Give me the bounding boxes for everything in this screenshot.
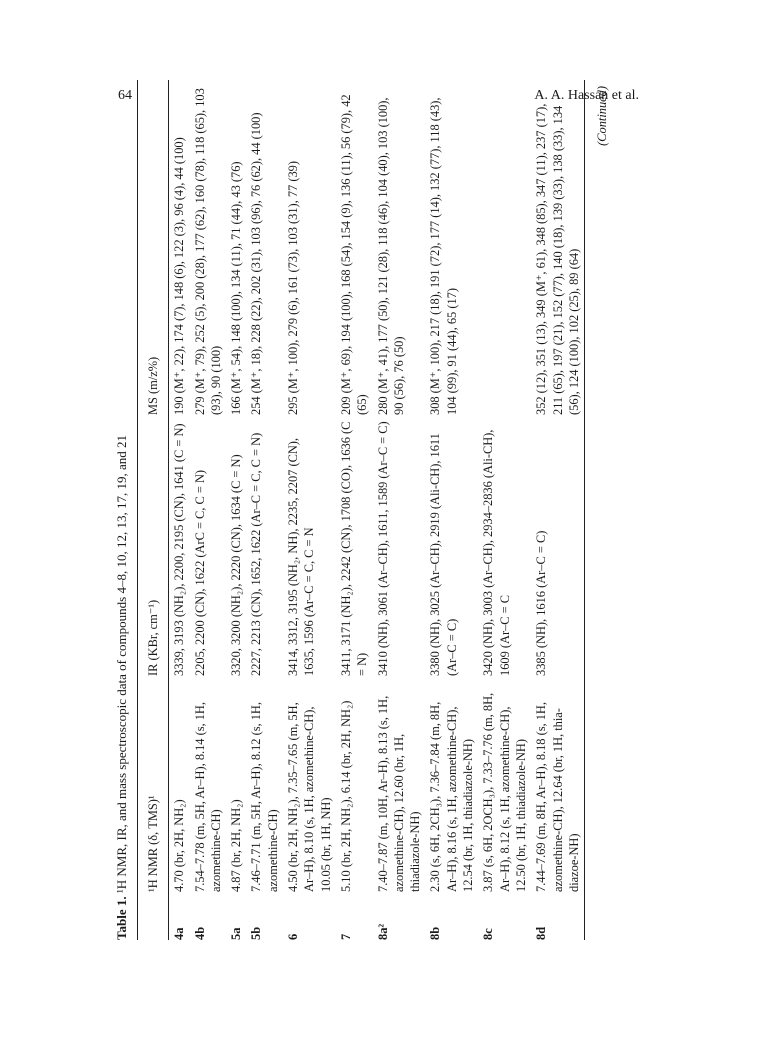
- table-row: [246, 80, 283, 940]
- ms-cell: 166 (M⁺, 54), 148 (100), 134 (11), 71 (44), 43 (76): [229, 161, 244, 415]
- ir-cell: 2227, 2213 (CN), 1652, 1622 (Ar–C = C, C = N): [249, 432, 264, 676]
- table-row: [478, 80, 531, 940]
- column-header-nmr: ¹H NMR (δ, TMS)¹: [146, 795, 160, 892]
- ir-cell: 3411, 3171 (NH₂), 2242 (CN), 1708 (CO), 1636 (C = N): [338, 421, 370, 676]
- spectroscopic-data-table: [138, 80, 584, 940]
- ir-cell: 3385 (NH), 1616 (Ar–C = C): [534, 530, 549, 676]
- table-caption-label: Table 1.: [114, 896, 129, 940]
- table-row: [169, 80, 189, 940]
- table-row: [336, 80, 373, 940]
- table-row: [283, 80, 336, 940]
- ms-cell: 280 (M⁺, 41), 177 (50), 121 (28), 118 (46), 104 (40), 103 (100), 90 (56), 76 (50): [375, 97, 406, 415]
- compound-cell: 8d: [534, 926, 549, 940]
- ir-cell: 3414, 3312, 3195 (NH₂, NH), 2235, 2207 (CN), 1635, 1596 (Ar–C = C, C = N: [286, 437, 317, 676]
- table-bottom-rule: [584, 80, 585, 940]
- ms-cell: [478, 80, 531, 415]
- nmr-cell: 5.10 (br, 2H, NH₂), 6.14 (br, 2H, NH₂): [338, 700, 353, 892]
- ir-cell: 3380 (NH), 3025 (Ar–CH), 2919 (Ali-CH), 1611 (Ar–C = C): [428, 433, 459, 676]
- table-row: [226, 80, 246, 940]
- nmr-cell: 4.70 (br, 2H, NH₂): [172, 799, 187, 892]
- ms-cell: 352 (12), 351 (13), 349 (M⁺, 61), 348 (85), 347 (11), 237 (17), 211 (65), 197 (21), 152 (77), 140 (18), 139 (33), 138 (33), 134 (56), 124 (100), 102 (25), 89 (64): [534, 103, 581, 415]
- compound-cell: 6: [286, 933, 301, 940]
- nmr-cell: 7.46–7.71 (m, 5H, Ar–H), 8.12 (s, 1H, azomethine-CH): [249, 702, 280, 892]
- compound-cell: 8a²: [375, 923, 390, 940]
- ir-cell: 3320, 3200 (NH₂), 2220 (CN), 1634 (C = N): [229, 454, 244, 676]
- nmr-cell: 7.40–7.87 (m, 10H, Ar–H), 8.13 (s, 1H, azomethine-CH), 12.60 (br, 1H, thiadiazole-NH): [375, 695, 423, 892]
- ir-cell: 3420 (NH), 3003 (Ar–CH), 2934–2836 (Ali-CH), 1609 (Ar–C = C: [481, 429, 512, 676]
- column-header-ms: MS (m/z%): [146, 356, 160, 415]
- table-row: [531, 80, 584, 940]
- compound-cell: 4a: [172, 927, 187, 940]
- ms-cell: 254 (M⁺, 18), 228 (22), 202 (31), 103 (96), 76 (62), 44 (100): [249, 112, 264, 415]
- table-caption-text: ¹H NMR, IR, and mass spectroscopic data of compounds 4–8, 10, 12, 13, 17, 19, and 21: [114, 435, 129, 894]
- nmr-cell: 4.87 (br, 2H, NH₂): [229, 799, 244, 892]
- compound-cell: 4b: [192, 926, 207, 940]
- table-caption: [113, 80, 131, 940]
- table-row: [373, 80, 426, 940]
- table-header-row: [138, 80, 168, 940]
- nmr-cell: 7.44–7.69 (m, 8H, Ar–H), 8.18 (s, 1H, azomethine-CH), 12.64 (br, 1H, thia-diazoe-NH): [534, 702, 581, 892]
- ir-cell: 2205, 2200 (CN), 1622 (ArC = C, C = N): [192, 469, 207, 676]
- ms-cell: 295 (M⁺, 100), 279 (6), 161 (73), 103 (31), 77 (39): [286, 161, 301, 415]
- ir-cell: 3339, 3193 (NH₂), 2200, 2195 (CN), 1641 (C = N): [172, 423, 187, 676]
- nmr-cell: 3.87 (s, 6H, 2OCH₃), 7.33–7.76 (m, 8H, Ar–H), 8.12 (s, 1H, azomethine-CH), 12.50 (br, 1H, thiadiazole-NH): [481, 692, 528, 892]
- running-head: A. A. Hassan et al.: [534, 88, 639, 103]
- ms-cell: 279 (M⁺, 79), 252 (5), 200 (28), 177 (62), 160 (78), 118 (65), 103 (93), 90 (100): [192, 88, 223, 415]
- continued-note: (Continued): [595, 86, 610, 146]
- ir-cell: 3410 (NH), 3061 (Ar–CH), 1611, 1589 (Ar–C = C): [375, 421, 390, 676]
- table-row: [425, 80, 478, 940]
- compound-cell: 5a: [229, 927, 244, 940]
- column-header-ir: IR (KBr, cm⁻¹): [146, 599, 160, 676]
- nmr-cell: 2.30 (s, 6H, 2CH₃), 7.36–7.84 (m, 8H, Ar–H), 8.16 (s, 1H, azomethine-CH), 12.54 (br, 1H, thiadiazole-NH): [428, 701, 476, 892]
- nmr-cell: 4.50 (br, 2H, NH₂), 7.35–7.65 (m, 5H, Ar–H), 8.10 (s, 1H, azomethine-CH), 10.05 (br, 1H, NH): [286, 702, 333, 892]
- ms-cell: 190 (M⁺, 22), 174 (7), 148 (6), 122 (3), 96 (4), 44 (100): [172, 137, 187, 415]
- ms-cell: 209 (M⁺, 69), 194 (100), 168 (54), 154 (9), 136 (11), 56 (79), 42 (65): [338, 94, 370, 415]
- table-row: [190, 80, 227, 940]
- ms-cell: 308 (M⁺, 100), 217 (18), 191 (72), 177 (14), 132 (77), 118 (43), 104 (99), 91 (44), 65 (17): [428, 97, 459, 415]
- compound-cell: 5b: [249, 926, 264, 940]
- rotated-table-block: [113, 80, 653, 940]
- compound-cell: 8c: [481, 928, 496, 940]
- compound-cell: 8b: [428, 926, 443, 940]
- column-header-compound: [138, 892, 168, 940]
- nmr-cell: 7.54–7.78 (m, 5H, Ar–H), 8.14 (s, 1H, azomethine-CH): [192, 702, 223, 892]
- compound-cell: 7: [338, 933, 353, 940]
- page-number: 64: [118, 88, 132, 103]
